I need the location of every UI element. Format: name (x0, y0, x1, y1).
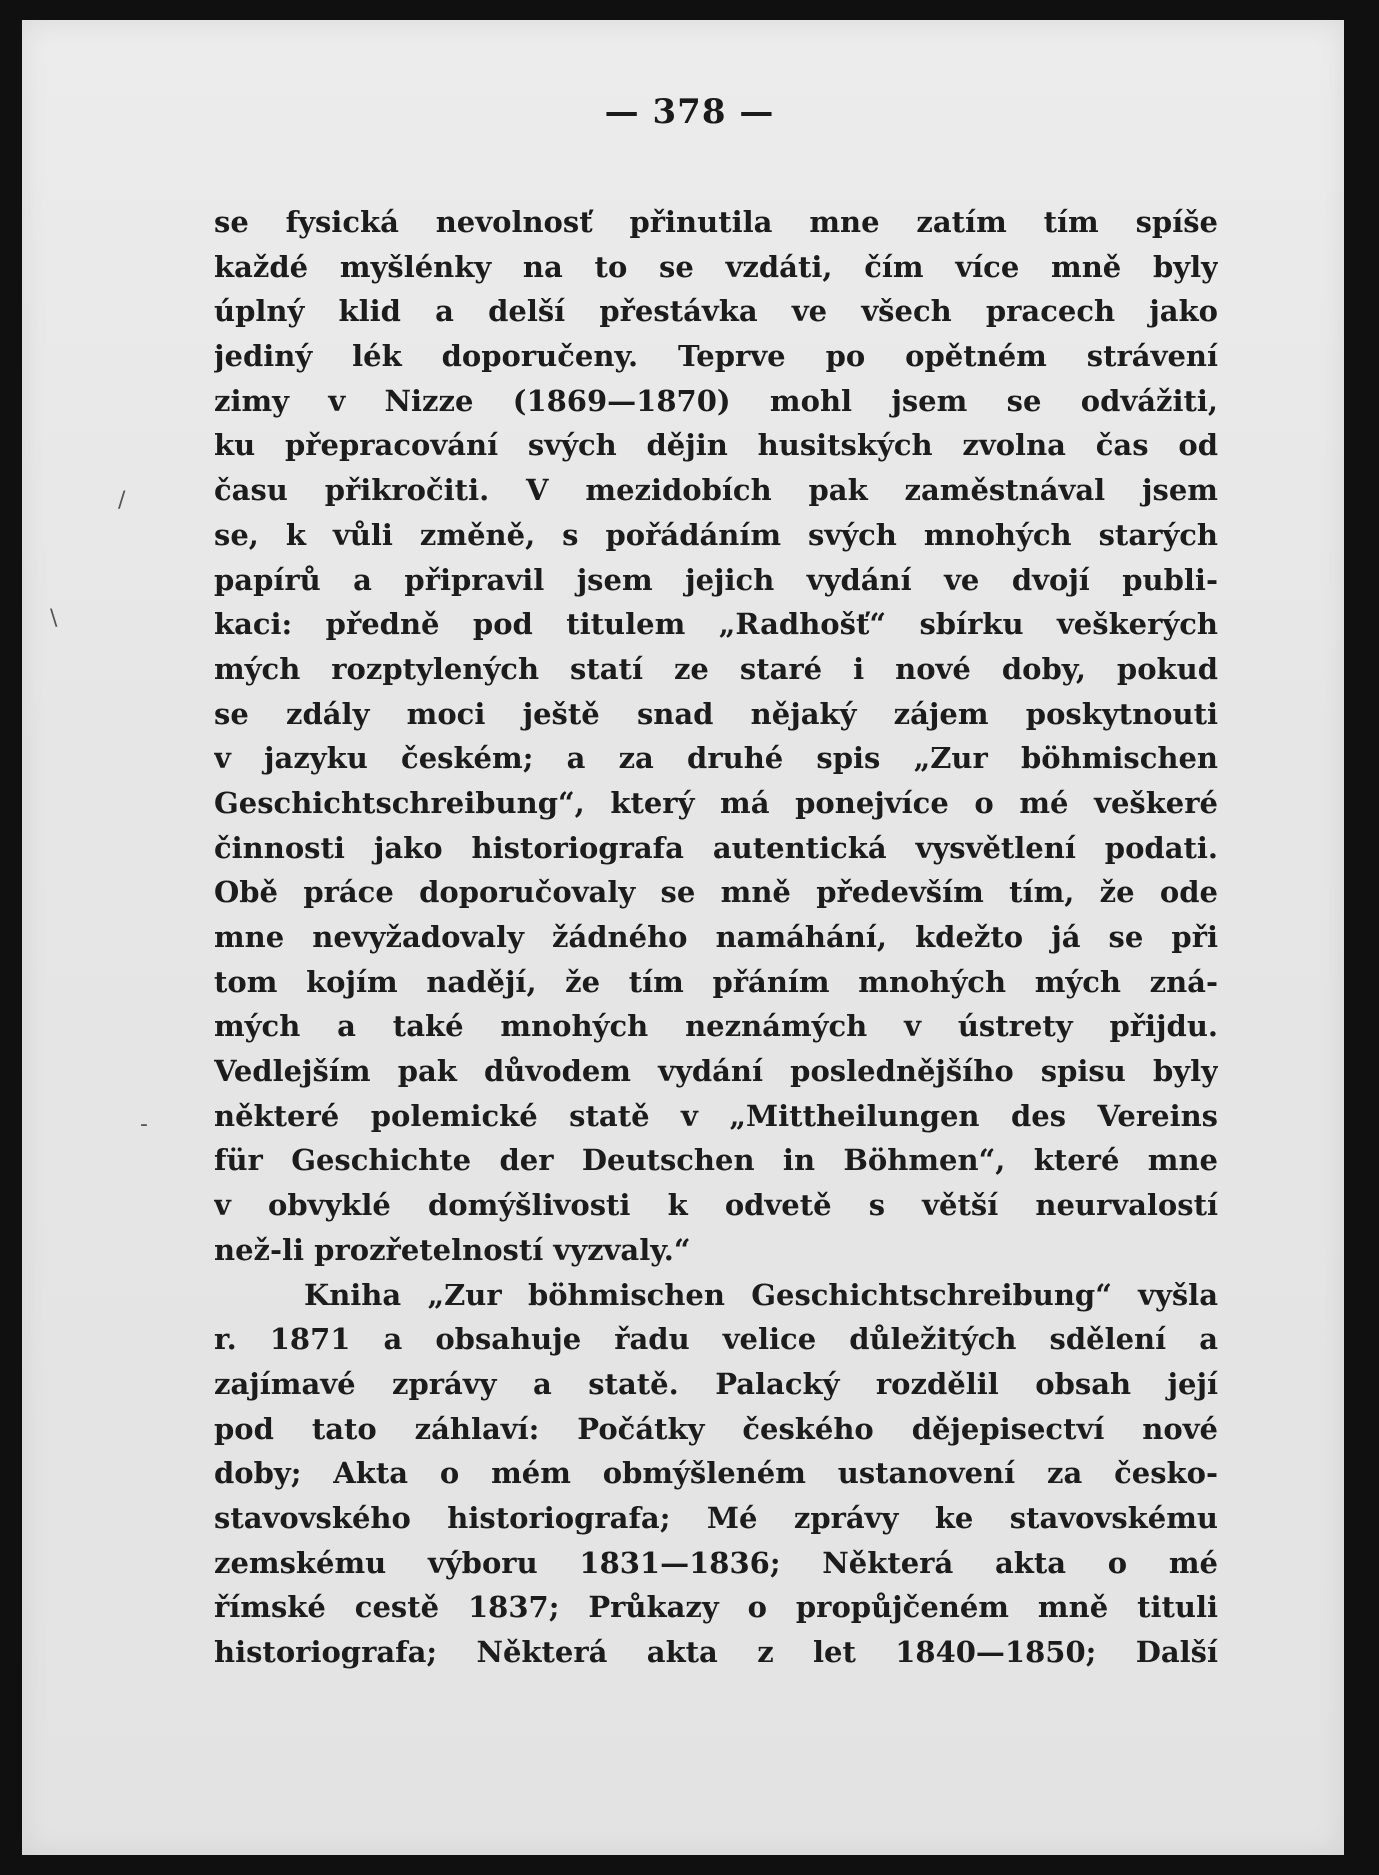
page-number: — 378 — (604, 92, 775, 132)
text-line: zajímavé zprávy a statě. Palacký rozdělil obsah její (214, 1366, 1218, 1401)
text-line: papírů a připravil jsem jejich vydání ve dvojí publi- (214, 562, 1218, 597)
text-line: tom kojím nadějí, že tím přáním mnohých mých zná- (214, 964, 1218, 999)
text-line: se zdály moci ještě snad nějaký zájem poskytnouti (214, 696, 1218, 731)
margin-mark: - (140, 1112, 148, 1137)
text-line: historiografa; Některá akta z let 1840—1850; Další (214, 1635, 1218, 1669)
text-line: jediný lék doporučeny. Teprve po opětném strávení (214, 339, 1218, 374)
text-line: zimy v Nizze (1869—1870) mohl jsem se odvážiti, (214, 383, 1218, 418)
body-text (214, 200, 1218, 1675)
text-line: v jazyku českém; a za druhé spis „Zur böhmischen (214, 741, 1218, 776)
text-line: Obě práce doporučovaly se mně především tím, že ode (214, 875, 1218, 910)
text-line: úplný klid a delší přestávka ve všech pracech jako (214, 294, 1218, 329)
text-line: stavovského historiografa; Mé zprávy ke stavovskému (214, 1500, 1218, 1535)
text-line: doby; Akta o mém obmýšleném ustanovení za česko- (214, 1456, 1218, 1491)
text-line: kaci: předně pod titulem „Radhošť“ sbírku veškerých (214, 607, 1218, 642)
text-line: se fysická nevolnosť přinutila mne zatím tím spíše (214, 205, 1218, 239)
text-line: v obvyklé domýšlivosti k odvetě s větší neurvalostí (214, 1188, 1218, 1223)
text-line: für Geschichte der Deutschen in Böhmen“, které mne (214, 1143, 1218, 1178)
text-line: Vedlejším pak důvodem vydání poslednějšího spisu byly (214, 1054, 1218, 1089)
text-line: ku přepracování svých dějin husitských zvolna čas od (214, 428, 1218, 463)
text-line: se, k vůli změně, s pořádáním svých mnohých starých (214, 517, 1218, 552)
text-line: římské cestě 1837; Průkazy o propůjčeném mně tituli (214, 1590, 1218, 1625)
text-line: Geschichtschreibung“, který má ponejvíce o mé veškeré (214, 785, 1218, 820)
text-line: zemskému výboru 1831—1836; Některá akta o mé (214, 1545, 1218, 1580)
text-line: každé myšlénky na to se vzdáti, čím více mně byly (214, 249, 1218, 284)
text-line: než-li prozřetelností vyzvaly.“ (214, 1232, 691, 1267)
text-line: mých a také mnohých neznámých v ústrety přijdu. (214, 1009, 1218, 1044)
margin-mark: / (118, 488, 126, 513)
text-line: mých rozptylených statí ze staré i nové doby, pokud (214, 651, 1218, 686)
text-line: činnosti jako historiografa autentická vysvětlení podati. (214, 830, 1218, 865)
margin-mark: \ (50, 606, 58, 631)
text-line: Kniha „Zur böhmischen Geschichtschreibung“ vyšla (304, 1277, 1218, 1312)
text-line: některé polemické statě v „Mittheilungen des Vereins (214, 1098, 1218, 1133)
text-line: času přikročiti. V mezidobích pak zaměstnával jsem (214, 473, 1218, 508)
text-line: pod tato záhlaví: Počátky českého dějepisectví nové (214, 1411, 1218, 1446)
text-line: r. 1871 a obsahuje řadu velice důležitých sdělení a (214, 1322, 1218, 1357)
text-line: mne nevyžadovaly žádného namáhání, kdežto já se při (214, 920, 1218, 954)
